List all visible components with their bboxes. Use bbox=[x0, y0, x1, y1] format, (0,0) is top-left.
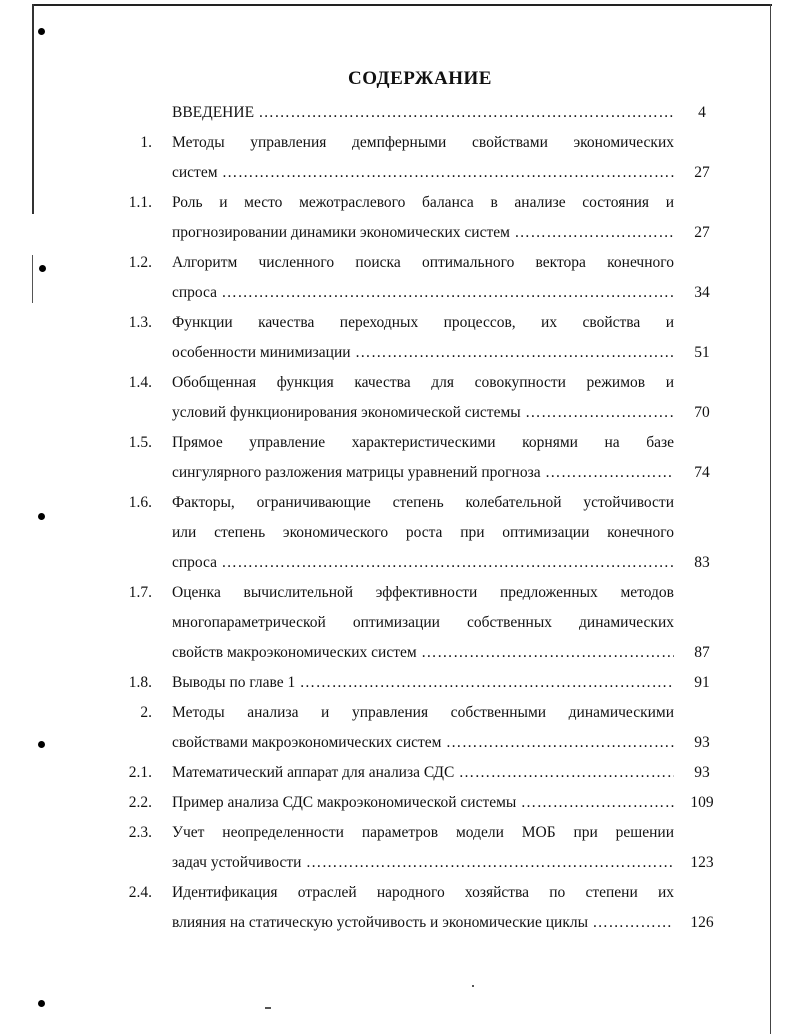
toc-entry-line: Математический аппарат для анализа СДС …………………………………………………………………………………………………………………………………………… bbox=[172, 758, 674, 788]
toc-entry-number: 1.8. bbox=[128, 674, 152, 691]
toc-entry-line: влияния на статическую устойчивость и экономические циклы …………………………………………………………………………………………………………………………………………… bbox=[172, 908, 674, 938]
toc-entry-number: 1.6. bbox=[128, 494, 152, 511]
toc-entry-page-number: 34 bbox=[694, 284, 710, 301]
toc-entry-page-number: 109 bbox=[690, 794, 714, 811]
punch-hole bbox=[38, 741, 45, 748]
punch-hole bbox=[38, 513, 45, 520]
toc-entry-number: 1.3. bbox=[128, 314, 152, 331]
toc-entry-line: многопараметрической оптимизации собственных динамических bbox=[172, 614, 674, 631]
scan-border-top bbox=[32, 4, 772, 6]
toc-entry-line: свойств макроэкономических систем …………………………………………………………………………………………………………………………………………… bbox=[172, 638, 674, 668]
toc-entry-line: ВВЕДЕНИЕ …………………………………………………………………………………………………………………………………………… bbox=[172, 98, 674, 128]
scan-border-left bbox=[32, 4, 34, 214]
toc-entry-page-number: 70 bbox=[694, 404, 710, 421]
toc-entry-number: 2.1. bbox=[128, 764, 152, 781]
toc-entry-page-number: 87 bbox=[694, 644, 710, 661]
toc-entry-number: 2.2. bbox=[128, 794, 152, 811]
toc-entry-line: Обобщенная функция качества для совокупности режимов и bbox=[172, 374, 674, 391]
toc-entry-line: особенности минимизации …………………………………………………………………………………………………………………………………………… bbox=[172, 338, 674, 368]
toc-entry-line: Пример анализа СДС макроэкономической системы …………………………………………………………………………………………………………………………………………… bbox=[172, 788, 674, 818]
toc-entry-number: 1.2. bbox=[128, 254, 152, 271]
toc-entry-line: Выводы по главе 1 …………………………………………………………………………………………………………………………………………… bbox=[172, 668, 674, 698]
toc-entry-line: Методы анализа и управления собственными динамическими bbox=[172, 704, 674, 721]
toc-entry-number: 2.4. bbox=[128, 884, 152, 901]
toc-entry-number: 2. bbox=[140, 704, 152, 721]
toc-entry-page-number: 4 bbox=[698, 104, 706, 121]
toc-entry-page-number: 93 bbox=[694, 734, 710, 751]
scan-speck bbox=[472, 985, 474, 987]
toc-entry-line: задач устойчивости …………………………………………………………………………………………………………………………………………… bbox=[172, 848, 674, 878]
toc-entry-page-number: 91 bbox=[694, 674, 710, 691]
toc-entry-number: 2.3. bbox=[128, 824, 152, 841]
toc-entry-page-number: 93 bbox=[694, 764, 710, 781]
toc-entry-number: 1.4. bbox=[128, 374, 152, 391]
toc-entry-line: спроса …………………………………………………………………………………………………………………………………………… bbox=[172, 278, 674, 308]
scan-border-right bbox=[770, 4, 771, 1034]
toc-entry-line: Роль и место межотраслевого баланса в анализе состояния и bbox=[172, 194, 674, 211]
toc-entry-line: сингулярного разложения матрицы уравнений прогноза …………………………………………………………………………………………………………………………………………… bbox=[172, 458, 674, 488]
toc-entry-line: или степень экономического роста при оптимизации конечного bbox=[172, 524, 674, 541]
toc-entry-page-number: 123 bbox=[690, 854, 714, 871]
toc-entry-number bbox=[110, 98, 152, 128]
toc-entry-number: 1.7. bbox=[128, 584, 152, 601]
toc-entry-number: 1.1. bbox=[128, 194, 152, 211]
toc-entry-line: Алгоритм численного поиска оптимального вектора конечного bbox=[172, 254, 674, 271]
punch-hole bbox=[38, 1000, 45, 1007]
toc-entry-page-number: 27 bbox=[694, 164, 710, 181]
toc-entry-line: прогнозировании динамики экономических систем …………………………………………………………………………………………………………………………………………… bbox=[172, 218, 674, 248]
toc-entry-line: Идентификация отраслей народного хозяйства по степени их bbox=[172, 884, 674, 901]
toc-entry-page-number: 51 bbox=[694, 344, 710, 361]
punch-hole bbox=[38, 28, 45, 35]
toc-entry-page-number: 74 bbox=[694, 464, 710, 481]
toc-entry-page-number: 126 bbox=[690, 914, 714, 931]
punch-hole bbox=[39, 265, 46, 272]
toc-entry-line: условий функционирования экономической системы …………………………………………………………………………………………………………………………………………… bbox=[172, 398, 674, 428]
toc-entry-number: 1. bbox=[140, 134, 152, 151]
toc-entry-line: Прямое управление характеристическими корнями на базе bbox=[172, 434, 674, 451]
toc-entry-line: спроса …………………………………………………………………………………………………………………………………………… bbox=[172, 548, 674, 578]
toc-entry-line: свойствами макроэкономических систем …………………………………………………………………………………………………………………………………………… bbox=[172, 728, 674, 758]
toc-entry-line: систем …………………………………………………………………………………………………………………………………………… bbox=[172, 158, 674, 188]
toc-entry-line: Функции качества переходных процессов, их свойства и bbox=[172, 314, 674, 331]
toc-entry-line: Методы управления демпферными свойствами экономических bbox=[172, 134, 674, 151]
toc-entry-number: 1.5. bbox=[128, 434, 152, 451]
scan-speck bbox=[265, 1007, 271, 1009]
toc-entry-page-number: 83 bbox=[694, 554, 710, 571]
toc-entry-line: Оценка вычислительной эффективности предложенных методов bbox=[172, 584, 674, 601]
toc-entry-line: Факторы, ограничивающие степень колебательной устойчивости bbox=[172, 494, 674, 511]
scan-border-left-lower bbox=[32, 255, 33, 303]
toc-entry-page-number: 27 bbox=[694, 224, 710, 241]
toc-entry-line: Учет неопределенности параметров модели МОБ при решении bbox=[172, 824, 674, 841]
page-title: СОДЕРЖАНИЕ bbox=[348, 68, 492, 89]
